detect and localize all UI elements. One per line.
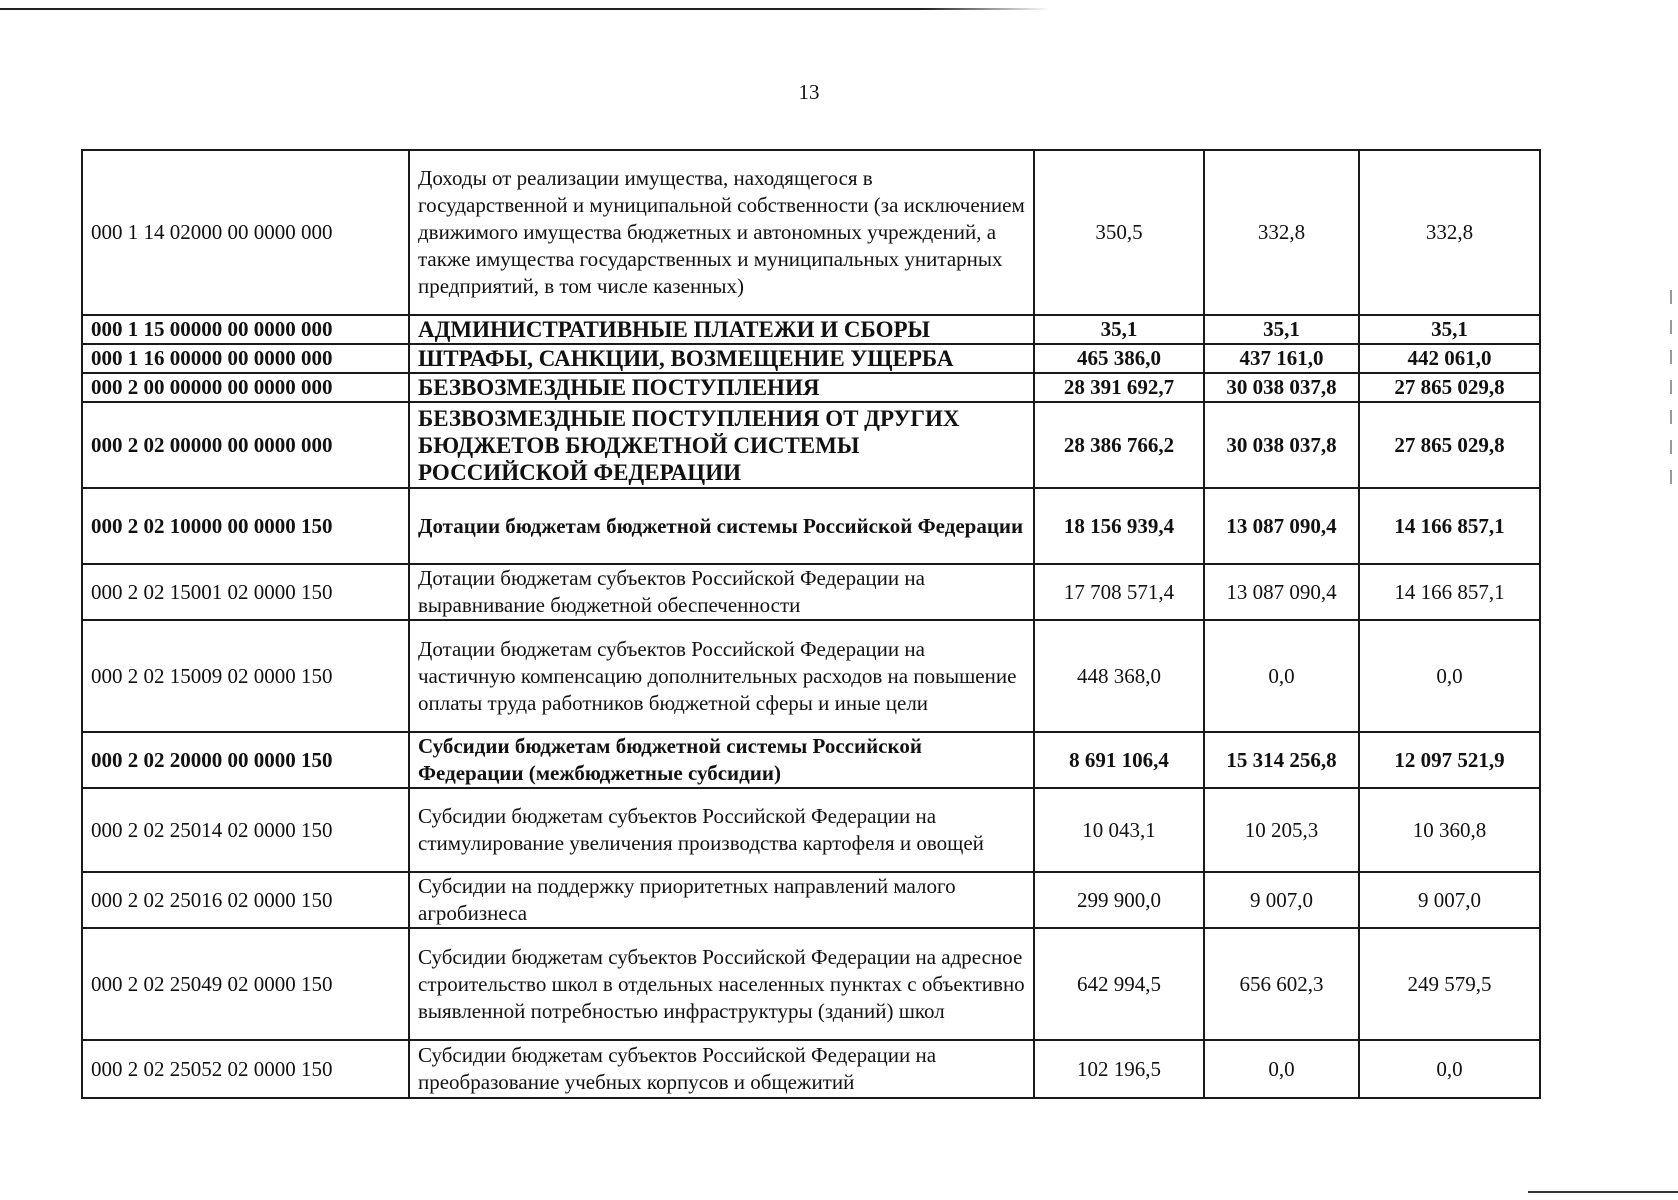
row-value-3: 14 166 857,1	[1359, 488, 1540, 564]
row-value-1: 28 386 766,2	[1034, 402, 1204, 488]
row-value-1: 299 900,0	[1034, 872, 1204, 928]
row-value-2: 35,1	[1204, 315, 1359, 344]
row-code: 000 2 02 10000 00 0000 150	[82, 488, 409, 564]
scan-artifact-top	[0, 8, 1050, 10]
table-row	[82, 344, 1540, 373]
row-code: 000 2 02 25052 02 0000 150	[82, 1040, 409, 1098]
row-value-3: 27 865 029,8	[1359, 373, 1540, 402]
row-value-2: 30 038 037,8	[1204, 373, 1359, 402]
row-value-3: 442 061,0	[1359, 344, 1540, 373]
row-name: Субсидии бюджетам субъектов Российской Федерации на стимулирование увеличения производства картофеля и овощей	[409, 788, 1034, 872]
row-value-3: 249 579,5	[1359, 928, 1540, 1040]
row-value-1: 8 691 106,4	[1034, 732, 1204, 788]
row-value-1: 350,5	[1034, 150, 1204, 315]
row-name: Субсидии бюджетам субъектов Российской Федерации на адресное строительство школ в отдельных населенных пунктах с объективно выявленной потребностью инфраструктуры (зданий) школ	[409, 928, 1034, 1040]
row-value-3: 0,0	[1359, 1040, 1540, 1098]
row-value-1: 465 386,0	[1034, 344, 1204, 373]
row-name: Доходы от реализации имущества, находящегося в государственной и муниципальной собственности (за исключением движимого имущества бюджетных и автономных учреждений, а также имущества государственных и муниципальных унитарных предприятий, в том числе казенных)	[409, 150, 1034, 315]
row-value-3: 10 360,8	[1359, 788, 1540, 872]
row-value-1: 102 196,5	[1034, 1040, 1204, 1098]
row-code: 000 2 02 15001 02 0000 150	[82, 564, 409, 620]
row-code: 000 2 02 25049 02 0000 150	[82, 928, 409, 1040]
table-row	[82, 620, 1540, 732]
row-code: 000 2 02 20000 00 0000 150	[82, 732, 409, 788]
row-value-2: 437 161,0	[1204, 344, 1359, 373]
table-row	[82, 488, 1540, 564]
row-value-2: 9 007,0	[1204, 872, 1359, 928]
table-row	[82, 373, 1540, 402]
row-code: 000 2 02 15009 02 0000 150	[82, 620, 409, 732]
row-code: 000 1 15 00000 00 0000 000	[82, 315, 409, 344]
table-row	[82, 788, 1540, 872]
row-value-2: 13 087 090,4	[1204, 564, 1359, 620]
row-value-1: 35,1	[1034, 315, 1204, 344]
row-value-1: 17 708 571,4	[1034, 564, 1204, 620]
row-value-1: 448 368,0	[1034, 620, 1204, 732]
row-value-3: 12 097 521,9	[1359, 732, 1540, 788]
row-name: Субсидии бюджетам бюджетной системы Российской Федерации (межбюджетные субсидии)	[409, 732, 1034, 788]
row-name: Дотации бюджетам субъектов Российской Федерации на выравнивание бюджетной обеспеченности	[409, 564, 1034, 620]
row-code: 000 1 14 02000 00 0000 000	[82, 150, 409, 315]
row-value-2: 10 205,3	[1204, 788, 1359, 872]
row-code: 000 1 16 00000 00 0000 000	[82, 344, 409, 373]
row-name: АДМИНИСТРАТИВНЫЕ ПЛАТЕЖИ И СБОРЫ	[409, 315, 1034, 344]
row-name: Субсидии на поддержку приоритетных направлений малого агробизнеса	[409, 872, 1034, 928]
table-row	[82, 150, 1540, 315]
row-value-2: 332,8	[1204, 150, 1359, 315]
row-value-3: 0,0	[1359, 620, 1540, 732]
row-value-3: 35,1	[1359, 315, 1540, 344]
row-value-1: 642 994,5	[1034, 928, 1204, 1040]
row-value-2: 13 087 090,4	[1204, 488, 1359, 564]
row-value-2: 0,0	[1204, 1040, 1359, 1098]
table-row	[82, 1040, 1540, 1098]
row-value-2: 0,0	[1204, 620, 1359, 732]
budget-table	[81, 149, 1541, 1099]
row-code: 000 2 02 25014 02 0000 150	[82, 788, 409, 872]
table-row	[82, 872, 1540, 928]
table-row	[82, 564, 1540, 620]
row-code: 000 2 02 25016 02 0000 150	[82, 872, 409, 928]
row-value-2: 656 602,3	[1204, 928, 1359, 1040]
row-value-1: 10 043,1	[1034, 788, 1204, 872]
table-row	[82, 315, 1540, 344]
row-code: 000 2 02 00000 00 0000 000	[82, 402, 409, 488]
row-value-3: 9 007,0	[1359, 872, 1540, 928]
row-value-2: 15 314 256,8	[1204, 732, 1359, 788]
row-name: БЕЗВОЗМЕЗДНЫЕ ПОСТУПЛЕНИЯ	[409, 373, 1034, 402]
row-value-1: 18 156 939,4	[1034, 488, 1204, 564]
row-name: БЕЗВОЗМЕЗДНЫЕ ПОСТУПЛЕНИЯ ОТ ДРУГИХ БЮДЖЕТОВ БЮДЖЕТНОЙ СИСТЕМЫ РОССИЙСКОЙ ФЕДЕРАЦИИ	[409, 402, 1034, 488]
row-name: Субсидии бюджетам субъектов Российской Федерации на преобразование учебных корпусов и общежитий	[409, 1040, 1034, 1098]
row-value-3: 14 166 857,1	[1359, 564, 1540, 620]
row-value-1: 28 391 692,7	[1034, 373, 1204, 402]
row-value-2: 30 038 037,8	[1204, 402, 1359, 488]
row-value-3: 27 865 029,8	[1359, 402, 1540, 488]
scan-artifact-bottom	[1528, 1191, 1678, 1193]
table-row	[82, 402, 1540, 488]
row-value-3: 332,8	[1359, 150, 1540, 315]
page-number: 13	[798, 80, 820, 104]
scan-artifact-edge	[1670, 290, 1672, 490]
row-name: Дотации бюджетам субъектов Российской Федерации на частичную компенсацию дополнительных расходов на повышение оплаты труда работников бюджетной сферы и иные цели	[409, 620, 1034, 732]
row-name: ШТРАФЫ, САНКЦИИ, ВОЗМЕЩЕНИЕ УЩЕРБА	[409, 344, 1034, 373]
table-row	[82, 928, 1540, 1040]
table-row	[82, 732, 1540, 788]
row-name: Дотации бюджетам бюджетной системы Российской Федерации	[409, 488, 1034, 564]
row-code: 000 2 00 00000 00 0000 000	[82, 373, 409, 402]
